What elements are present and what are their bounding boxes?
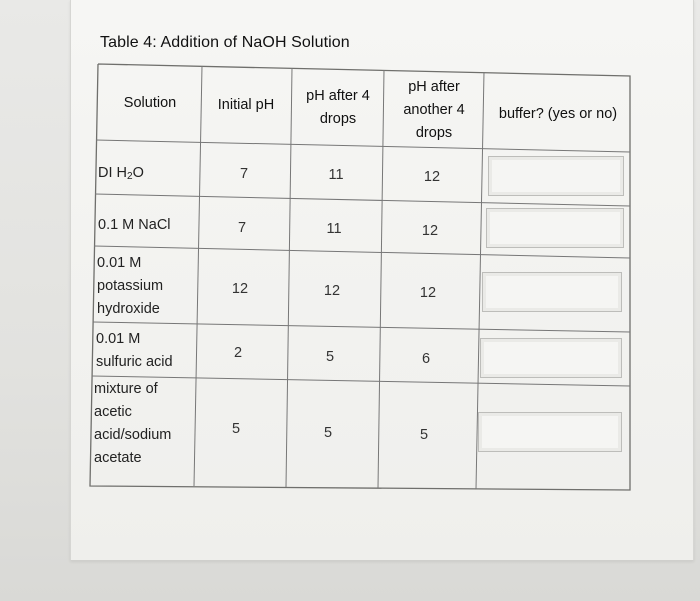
cell-ph-after-4: 5	[325, 349, 335, 365]
header-buffer: buffer? (yes or no)	[498, 106, 618, 122]
cell-ph-after-4: 11	[326, 221, 342, 237]
row-label-potassium-hydroxide: 0.01 M potassium hydroxide	[97, 255, 164, 317]
header-ph-after-4-drops: pH after 4 drops	[306, 88, 370, 127]
cell-initial-ph: 2	[233, 345, 243, 361]
cell-ph-after-4: 11	[328, 167, 344, 183]
row-label-acetic-acid-sodium-acetate: mixture of acetic acid/sodium acetate	[94, 381, 172, 466]
cell-ph-after-another-4: 12	[421, 223, 439, 239]
cell-ph-after-another-4: 12	[423, 169, 441, 185]
cell-ph-after-another-4: 12	[419, 285, 437, 301]
naoh-addition-table	[90, 62, 630, 490]
cell-ph-after-another-4: 6	[421, 351, 431, 367]
buffer-answer-box[interactable]	[488, 156, 624, 196]
buffer-answer-box[interactable]	[480, 338, 622, 378]
header-ph-after-another-4-drops: pH after another 4 drops	[403, 79, 465, 141]
cell-initial-ph: 7	[237, 220, 247, 236]
cell-ph-after-4: 5	[323, 425, 333, 441]
header-solution: Solution	[123, 95, 177, 111]
buffer-answer-box[interactable]	[486, 208, 624, 248]
row-label-di-water: DI $H_2O$	[98, 165, 144, 182]
row-label-nacl: 0.1 M NaCl	[98, 217, 171, 233]
cell-ph-after-4: 12	[323, 283, 341, 299]
cell-initial-ph: 5	[231, 421, 241, 437]
buffer-answer-box[interactable]	[482, 272, 622, 312]
buffer-answer-box[interactable]	[478, 412, 622, 452]
cell-initial-ph: 7	[239, 166, 249, 182]
cell-initial-ph: 12	[231, 281, 249, 297]
row-label-sulfuric-acid: 0.01 M sulfuric acid	[96, 331, 173, 370]
header-initial-ph: Initial pH	[217, 97, 275, 113]
cell-ph-after-another-4: 5	[419, 427, 429, 443]
table-title: Table 4: Addition of NaOH Solution	[100, 34, 350, 51]
